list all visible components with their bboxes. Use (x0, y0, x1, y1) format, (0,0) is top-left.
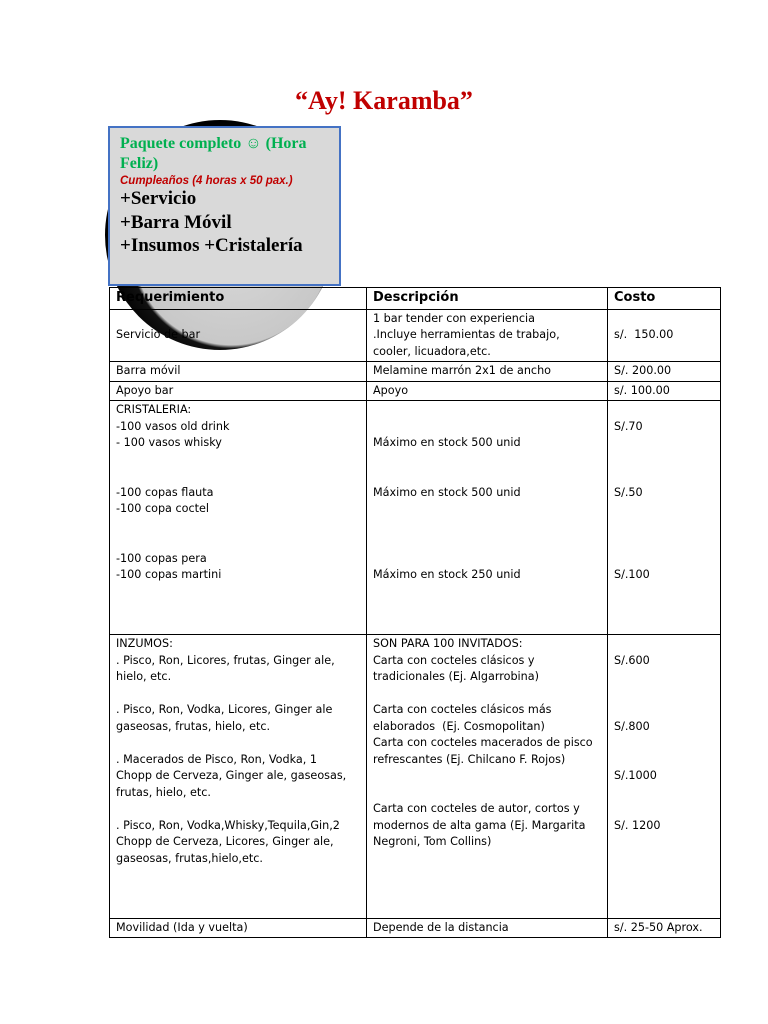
cell-line (614, 435, 714, 452)
cell-line: Apoyo (373, 383, 409, 397)
cell-line (614, 636, 714, 653)
cell-line: S/.100 (614, 568, 650, 581)
cell-line: hielo, etc. (116, 670, 172, 683)
cell-line (614, 735, 714, 752)
cell-line (373, 785, 601, 802)
table-row (110, 918, 721, 938)
cell-line: S/.600 (614, 653, 650, 667)
cell-line (373, 534, 601, 551)
cell-line: Carta con cocteles clásicos y (373, 653, 535, 667)
cell-line: . Pisco, Ron, Vodka, Licores, Ginger ale (116, 703, 333, 716)
cell-line (116, 801, 360, 818)
cell-line: Máximo en stock 500 unid (373, 485, 521, 499)
cell-line (614, 900, 714, 917)
cell-line (116, 534, 360, 551)
cell-line (614, 686, 714, 703)
table-header-row (110, 288, 721, 310)
cell-line (116, 900, 360, 917)
table-cell-req (110, 362, 367, 382)
cell-line: Apoyo bar (116, 383, 174, 397)
cell-line (373, 867, 601, 884)
table-cell-req (110, 635, 367, 919)
cell-line: s/. 100.00 (614, 383, 670, 397)
cell-line: Negroni, Tom Collins) (373, 835, 492, 848)
cell-line: . Pisco, Ron, Licores, frutas, Ginger ale, (116, 653, 335, 667)
cell-line: Carta con cocteles de autor, cortos y (373, 802, 580, 815)
cell-line (373, 617, 601, 634)
package-heading: Paquete completo ☺ (Hora Feliz) (120, 135, 307, 172)
cell-line: frutas, hielo, etc. (116, 785, 211, 799)
table-cell-req (110, 309, 367, 362)
cell-line: refrescantes (Ej. Chilcano F. Rojos) (373, 752, 566, 766)
cell-line (373, 686, 601, 703)
header-requerimiento: Requerimiento (110, 288, 367, 310)
cell-line: s/. 150.00 (614, 328, 674, 341)
cell-line (116, 686, 360, 703)
cell-line: modernos de alta gama (Ej. Margarita (373, 818, 586, 832)
cell-line: Chopp de Cerveza, Ginger ale, gaseosas, (116, 769, 347, 782)
cell-line (614, 600, 714, 617)
cell-line (614, 518, 714, 535)
cell-line (614, 468, 714, 485)
cell-line: . Macerados de Pisco, Ron, Vodka, 1 (116, 752, 317, 766)
cell-line (614, 702, 714, 719)
page-title: “Ay! Karamba” (295, 86, 473, 115)
table-cell-cost (608, 635, 721, 919)
cell-line (116, 518, 360, 535)
cell-line (116, 735, 360, 752)
cell-line: S/.70 (614, 419, 643, 433)
package-subtitle: Cumpleaños (4 horas x 50 pax.) (120, 175, 293, 187)
cell-line (373, 468, 601, 485)
cell-line (373, 419, 601, 436)
cell-line (614, 851, 714, 868)
package-item: +Insumos +Cristalería (120, 235, 303, 256)
table-row (110, 362, 721, 382)
cell-line: S/.1000 (614, 769, 657, 782)
cell-line: Chopp de Cerveza, Licores, Ginger ale, (116, 835, 334, 848)
cell-line: Depende de la distancia (373, 920, 509, 934)
table-cell-cost (608, 381, 721, 401)
cell-line: Máximo en stock 500 unid (373, 436, 521, 449)
cell-line: S/.800 (614, 719, 650, 733)
table-cell-desc (367, 362, 608, 382)
cell-line: S/.50 (614, 485, 643, 499)
header-descripcion: Descripción (367, 288, 608, 310)
cell-line (614, 867, 714, 884)
cell-line (373, 551, 601, 568)
cell-line: -100 copas pera (116, 551, 207, 565)
price-table (109, 287, 721, 938)
package-item: +Barra Móvil (120, 211, 232, 233)
cell-line (373, 884, 601, 901)
cell-line (614, 452, 714, 469)
cell-line (373, 600, 601, 617)
cell-line (373, 768, 601, 785)
cell-line: Movilidad (Ida y vuelta) (116, 920, 248, 934)
table-cell-desc (367, 918, 608, 938)
cell-line (614, 534, 714, 551)
cell-line: Melamine marrón 2x1 de ancho (373, 364, 552, 377)
cell-line: CRISTALERIA: (116, 403, 192, 416)
cell-line (614, 785, 714, 802)
cell-line (614, 834, 714, 851)
cell-line: INZUMOS: (116, 637, 173, 650)
table-row (110, 635, 721, 919)
cell-line: -100 copa coctel (116, 502, 209, 515)
cell-line (373, 402, 601, 419)
cell-line (373, 851, 601, 868)
cell-line: -100 copas martini (116, 568, 222, 581)
cell-line: -100 copas flauta (116, 485, 214, 499)
cell-line (614, 617, 714, 634)
table-cell-desc (367, 309, 608, 362)
cell-line (116, 617, 360, 634)
cell-line (373, 584, 601, 601)
table-cell-req (110, 918, 367, 938)
cell-line (373, 518, 601, 535)
cell-line: - 100 vasos whisky (116, 436, 222, 449)
table-row (110, 309, 721, 362)
cell-line: S/. 200.00 (614, 364, 672, 377)
cell-line (116, 584, 360, 601)
cell-line (614, 801, 714, 818)
cell-line (373, 452, 601, 469)
cell-line: elaborados (Ej. Cosmopolitan) (373, 719, 545, 733)
cell-line (116, 452, 360, 469)
package-box (108, 126, 341, 286)
cell-line (116, 884, 360, 901)
cell-line (614, 551, 714, 568)
cell-line: cooler, licuadora,etc. (373, 344, 491, 358)
cell-line: 1 bar tender con experiencia (373, 311, 536, 325)
table-row (110, 401, 721, 635)
table-cell-cost (608, 309, 721, 362)
cell-line: SON PARA 100 INVITADOS: (373, 637, 523, 650)
header-costo: Costo (608, 288, 721, 310)
cell-line: Servicio de bar (116, 328, 201, 341)
table-cell-req (110, 381, 367, 401)
table-cell-cost (608, 362, 721, 382)
cell-line: .Incluye herramientas de trabajo, (373, 328, 560, 341)
cell-line (116, 600, 360, 617)
cell-line (614, 884, 714, 901)
cell-line: Carta con cocteles clásicos más (373, 703, 552, 716)
cell-line: Carta con cocteles macerados de pisco (373, 736, 593, 749)
table-cell-desc (367, 401, 608, 635)
cell-line: . Pisco, Ron, Vodka,Whisky,Tequila,Gin,2 (116, 818, 340, 832)
cell-line (614, 752, 714, 769)
cell-line: tradicionales (Ej. Algarrobina) (373, 670, 539, 683)
table-row (110, 381, 721, 401)
table-cell-cost (608, 401, 721, 635)
cell-line (116, 867, 360, 884)
cell-line: Barra móvil (116, 364, 181, 377)
cell-line (614, 669, 714, 686)
cell-line (116, 468, 360, 485)
cell-line: -100 vasos old drink (116, 419, 230, 433)
cell-line (614, 584, 714, 601)
cell-line (373, 900, 601, 917)
cell-line (614, 402, 714, 419)
table-cell-desc (367, 381, 608, 401)
cell-line: Máximo en stock 250 unid (373, 568, 521, 581)
cell-line: S/. 1200 (614, 818, 661, 832)
package-item: +Servicio (120, 188, 197, 209)
cell-line (614, 501, 714, 518)
table-cell-cost (608, 918, 721, 938)
table-cell-desc (367, 635, 608, 919)
cell-line: gaseosas, frutas,hielo,etc. (116, 851, 263, 865)
cell-line: s/. 25-50 Aprox. (614, 920, 703, 934)
table-cell-req (110, 401, 367, 635)
cell-line: gaseosas, frutas, hielo, etc. (116, 719, 271, 733)
cell-line (373, 501, 601, 518)
